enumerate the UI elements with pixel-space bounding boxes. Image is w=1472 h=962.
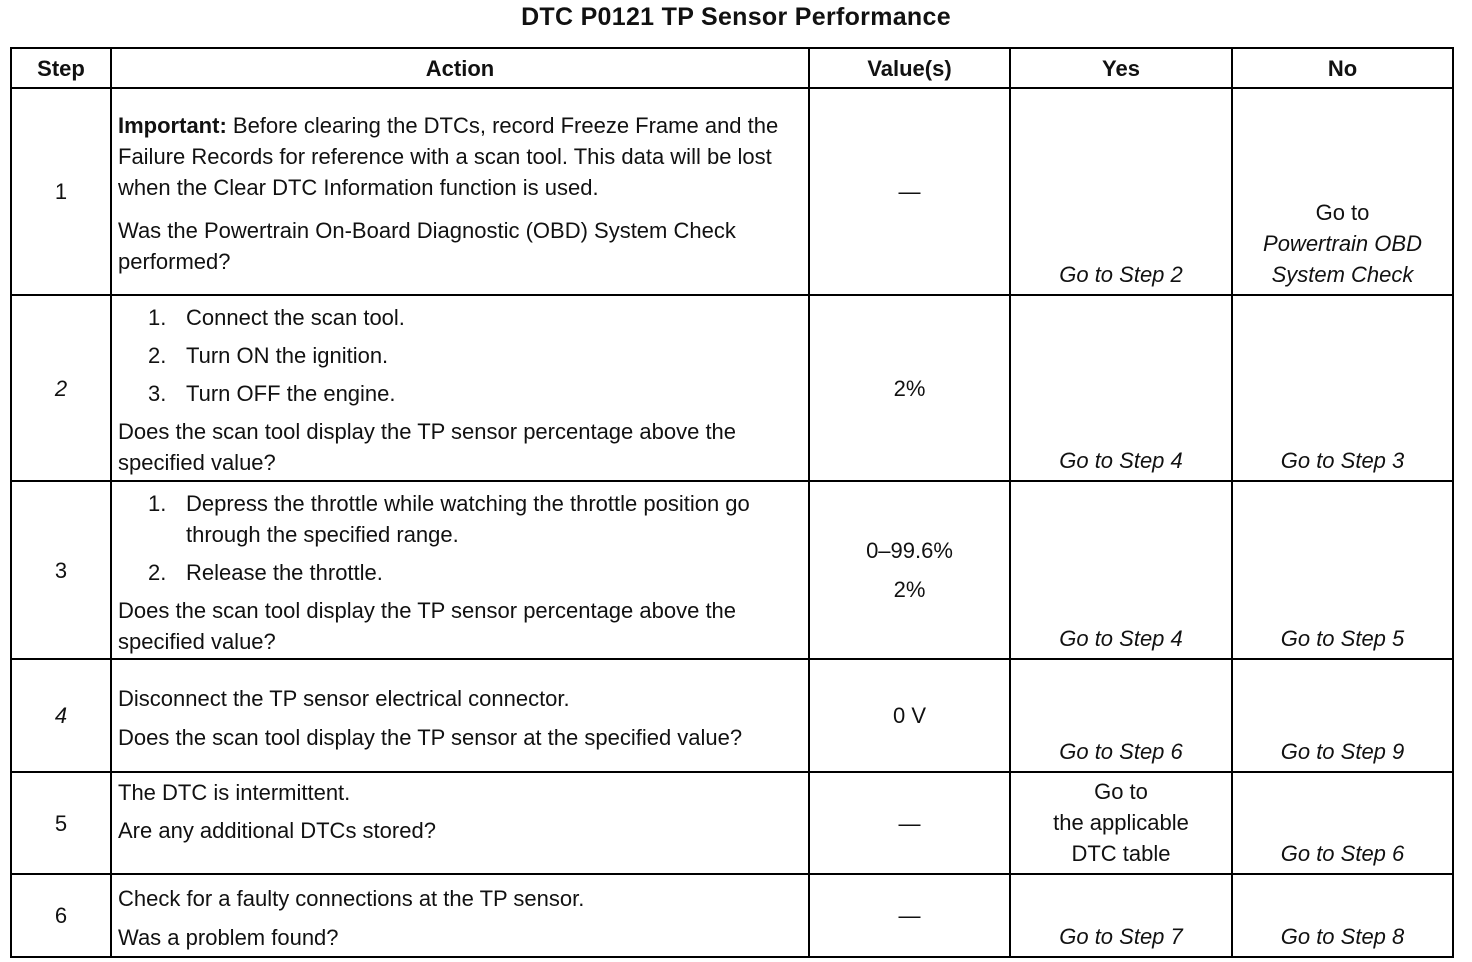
- yes-line: DTC table: [1071, 841, 1171, 866]
- value-cell: 2%: [809, 295, 1010, 481]
- no-cell: Go to Step 3: [1232, 295, 1453, 481]
- header-no: No: [1232, 48, 1453, 88]
- important-note: [118, 110, 802, 203]
- action-question: Are any additional DTCs stored?: [118, 818, 436, 843]
- action-question: Does the scan tool display the TP sensor percentage above the specified value?: [118, 597, 737, 654]
- action-line: Check for a faulty connections at the TP sensor.: [118, 885, 585, 911]
- header-values: Value(s): [809, 48, 1010, 88]
- yes-cell: Go to Step 6: [1010, 659, 1232, 772]
- action-list-item: [118, 378, 802, 409]
- important-text: Before clearing the DTCs, record Freeze Frame and the Failure Records for reference with a scan tool. This data will be lost when the Clear DTC Information function is used.: [118, 113, 779, 200]
- no-link-line: System Check: [1271, 262, 1414, 287]
- header-yes: Yes: [1010, 48, 1232, 88]
- list-number: 2.: [148, 559, 167, 585]
- action-list-item: [118, 340, 802, 371]
- action-cell: [111, 874, 809, 957]
- step-number: 3: [11, 481, 111, 659]
- yes-line: the applicable: [1053, 810, 1189, 835]
- diagnostic-table: [10, 47, 1454, 958]
- no-cell: Go to Step 6: [1232, 772, 1453, 874]
- header-action: Action: [111, 48, 809, 88]
- list-number: 3.: [148, 381, 167, 406]
- action-cell: [111, 88, 809, 295]
- yes-cell: Go to Step 7: [1010, 874, 1232, 957]
- action-line: Disconnect the TP sensor electrical connector.: [118, 685, 570, 711]
- action-question: Was a problem found?: [118, 924, 339, 950]
- action-line: The DTC is intermittent.: [118, 780, 351, 805]
- table-row: [11, 88, 1453, 295]
- action-list-item: [118, 488, 802, 550]
- list-number: 1.: [148, 490, 167, 516]
- action-question: Does the scan tool display the TP sensor at the specified value?: [118, 724, 743, 750]
- action-cell: [111, 295, 809, 481]
- no-cell: Go to Step 8: [1232, 874, 1453, 957]
- action-list-item: [118, 302, 802, 333]
- value-threshold: 2%: [893, 577, 926, 602]
- value-cell: —: [809, 772, 1010, 874]
- yes-cell: Go to Step 4: [1010, 295, 1232, 481]
- step-number: 6: [11, 874, 111, 957]
- list-text: Connect the scan tool.: [186, 305, 405, 330]
- value-cell: —: [809, 874, 1010, 957]
- value-cell: 0 V: [809, 659, 1010, 772]
- step-number: 2: [11, 295, 111, 481]
- action-question: Was the Powertrain On-Board Diagnostic (OBD) System Check performed?: [118, 218, 736, 274]
- table-row: [11, 874, 1453, 957]
- header-step: Step: [11, 48, 111, 88]
- no-cell: Go to Step 5: [1232, 481, 1453, 659]
- table-row: [11, 295, 1453, 481]
- list-text: Turn ON the ignition.: [186, 343, 389, 368]
- yes-cell: Go to Step 4: [1010, 481, 1232, 659]
- action-cell: [111, 659, 809, 772]
- important-label: Important:: [118, 113, 227, 138]
- header-row: [11, 48, 1453, 88]
- step-number: 5: [11, 772, 111, 874]
- action-question: Does the scan tool display the TP sensor percentage above the specified value?: [118, 419, 737, 475]
- action-cell: [111, 481, 809, 659]
- page-title: DTC P0121 TP Sensor Performance: [521, 3, 951, 31]
- yes-line: Go to: [1094, 779, 1148, 804]
- action-cell: [111, 772, 809, 874]
- list-text: Turn OFF the engine.: [186, 381, 396, 406]
- action-list-item: [118, 557, 802, 588]
- no-cell: [1232, 88, 1453, 295]
- value-range: 0–99.6%: [866, 538, 953, 563]
- step-number: 1: [11, 88, 111, 295]
- no-link-line: Powertrain OBD: [1263, 231, 1422, 256]
- step-number: 4: [11, 659, 111, 772]
- no-line: Go to: [1315, 200, 1370, 225]
- yes-cell: Go to Step 2: [1010, 88, 1232, 295]
- table-row: [11, 772, 1453, 874]
- table-row: [11, 481, 1453, 659]
- list-text: Depress the throttle while watching the throttle position go through the specified range.: [186, 490, 750, 547]
- table-row: [11, 659, 1453, 772]
- list-number: 1.: [148, 305, 167, 330]
- value-cell: —: [809, 88, 1010, 295]
- value-cell: [809, 481, 1010, 659]
- yes-cell: [1010, 772, 1232, 874]
- no-cell: Go to Step 9: [1232, 659, 1453, 772]
- list-text: Release the throttle.: [186, 559, 383, 585]
- list-number: 2.: [148, 343, 167, 368]
